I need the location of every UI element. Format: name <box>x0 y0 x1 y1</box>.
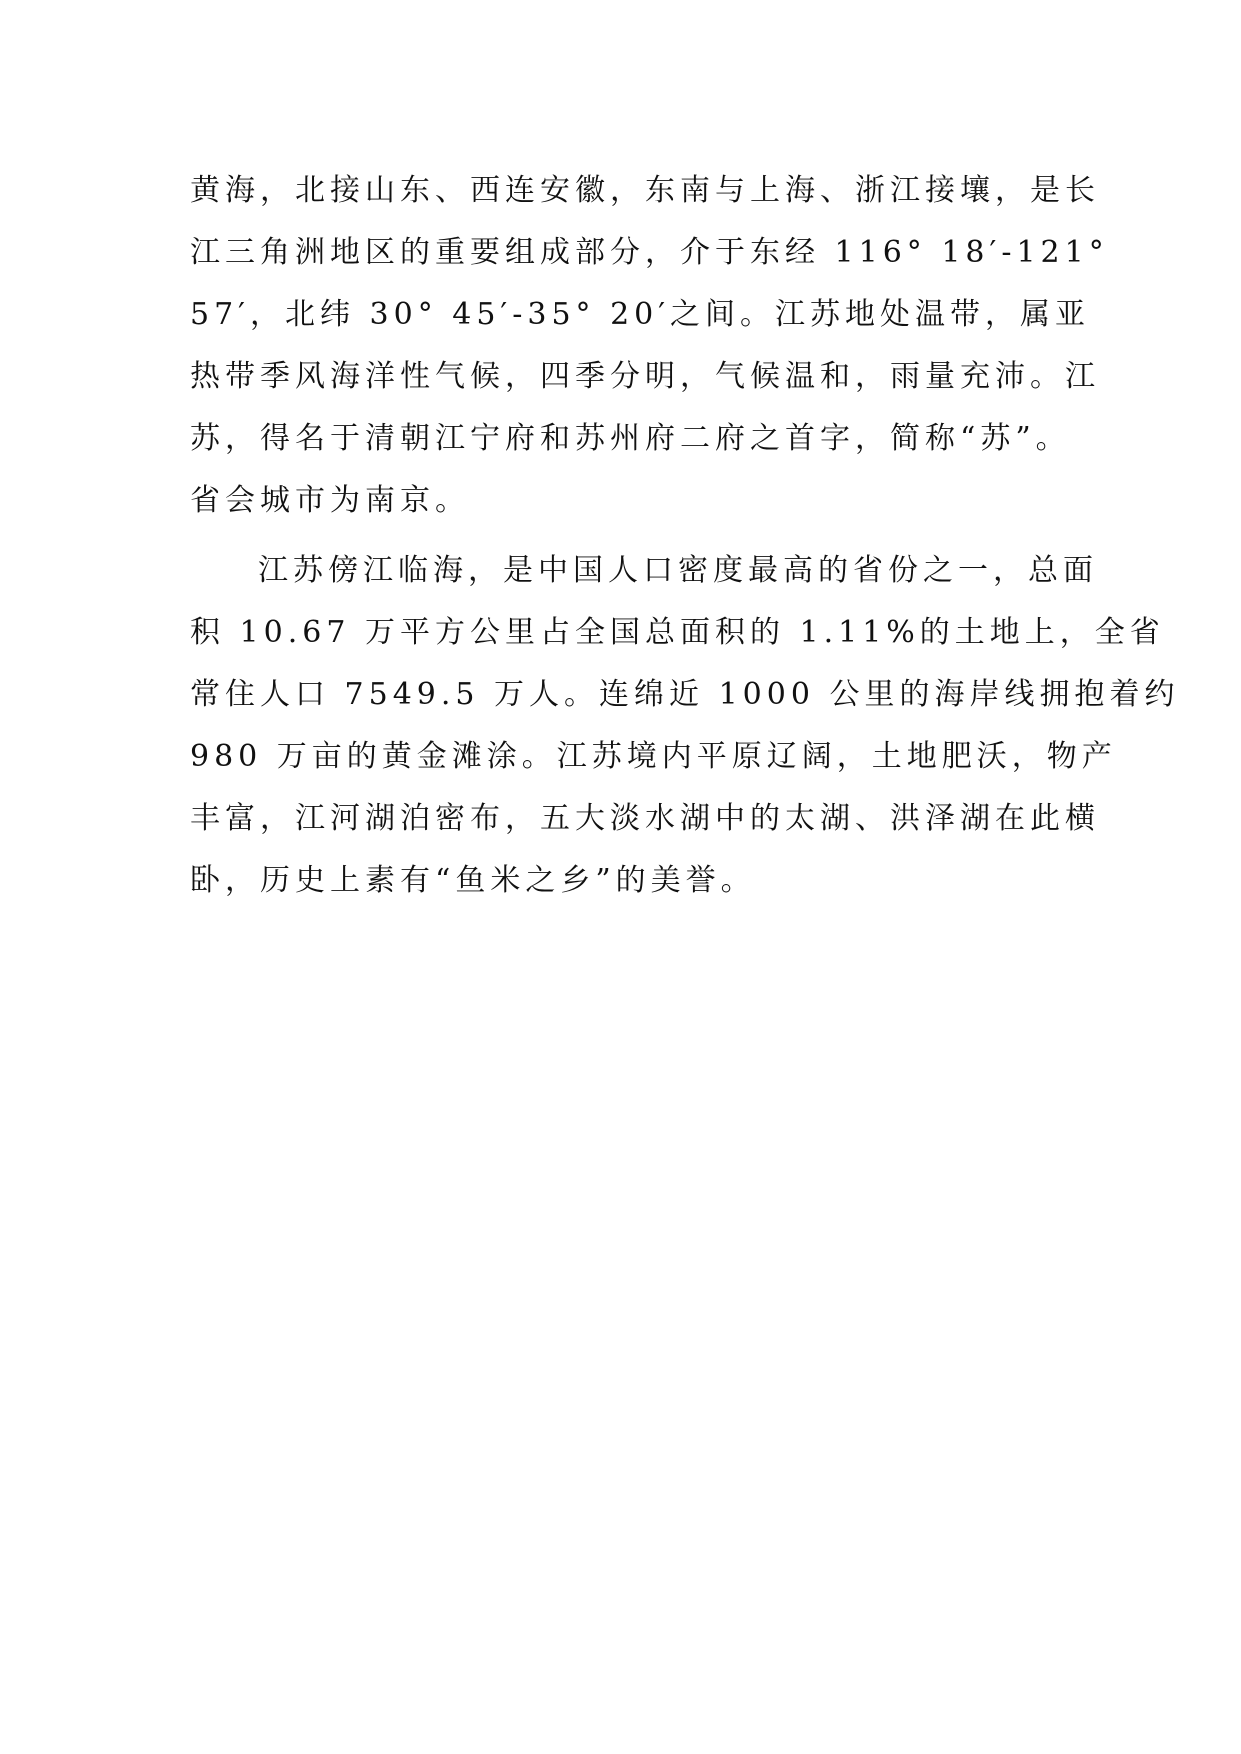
paragraph-line: 省会城市为南京。 <box>190 483 470 518</box>
paragraph-line: 苏，得名于清朝江宁府和苏州府二府之首字，简称“苏”。 <box>190 421 1071 456</box>
paragraph-line: 57′，北纬 30° 45′-35° 20′之间。江苏地处温带，属亚 <box>190 297 1091 332</box>
paragraph-line: 丰富，江河湖泊密布，五大淡水湖中的太湖、洪泽湖在此横 <box>190 801 1100 836</box>
paragraph-line: 黄海，北接山东、西连安徽，东南与上海、浙江接壤，是长 <box>190 173 1100 208</box>
document-body <box>190 160 1180 912</box>
paragraph-line: 常住人口 7549.5 万人。连绵近 1000 公里的海岸线拥抱着约 <box>190 677 1180 712</box>
paragraph-line: 江苏傍江临海，是中国人口密度最高的省份之一，总面 <box>258 553 1098 588</box>
paragraph-line: 980 万亩的黄金滩涂。江苏境内平原辽阔，土地肥沃，物产 <box>190 739 1117 774</box>
paragraph-spacer <box>190 532 1060 540</box>
paragraph-line: 热带季风海洋性气候，四季分明，气候温和，雨量充沛。江 <box>190 359 1100 394</box>
paragraph <box>190 160 1109 532</box>
paragraph-line: 积 10.67 万平方公里占全国总面积的 1.11%的土地上，全省 <box>190 615 1165 650</box>
paragraph-line: 江三角洲地区的重要组成部分，介于东经 116° 18′-121° <box>190 235 1109 270</box>
paragraph-line: 卧，历史上素有“鱼米之乡”的美誉。 <box>190 863 756 898</box>
paragraph <box>190 540 1180 912</box>
